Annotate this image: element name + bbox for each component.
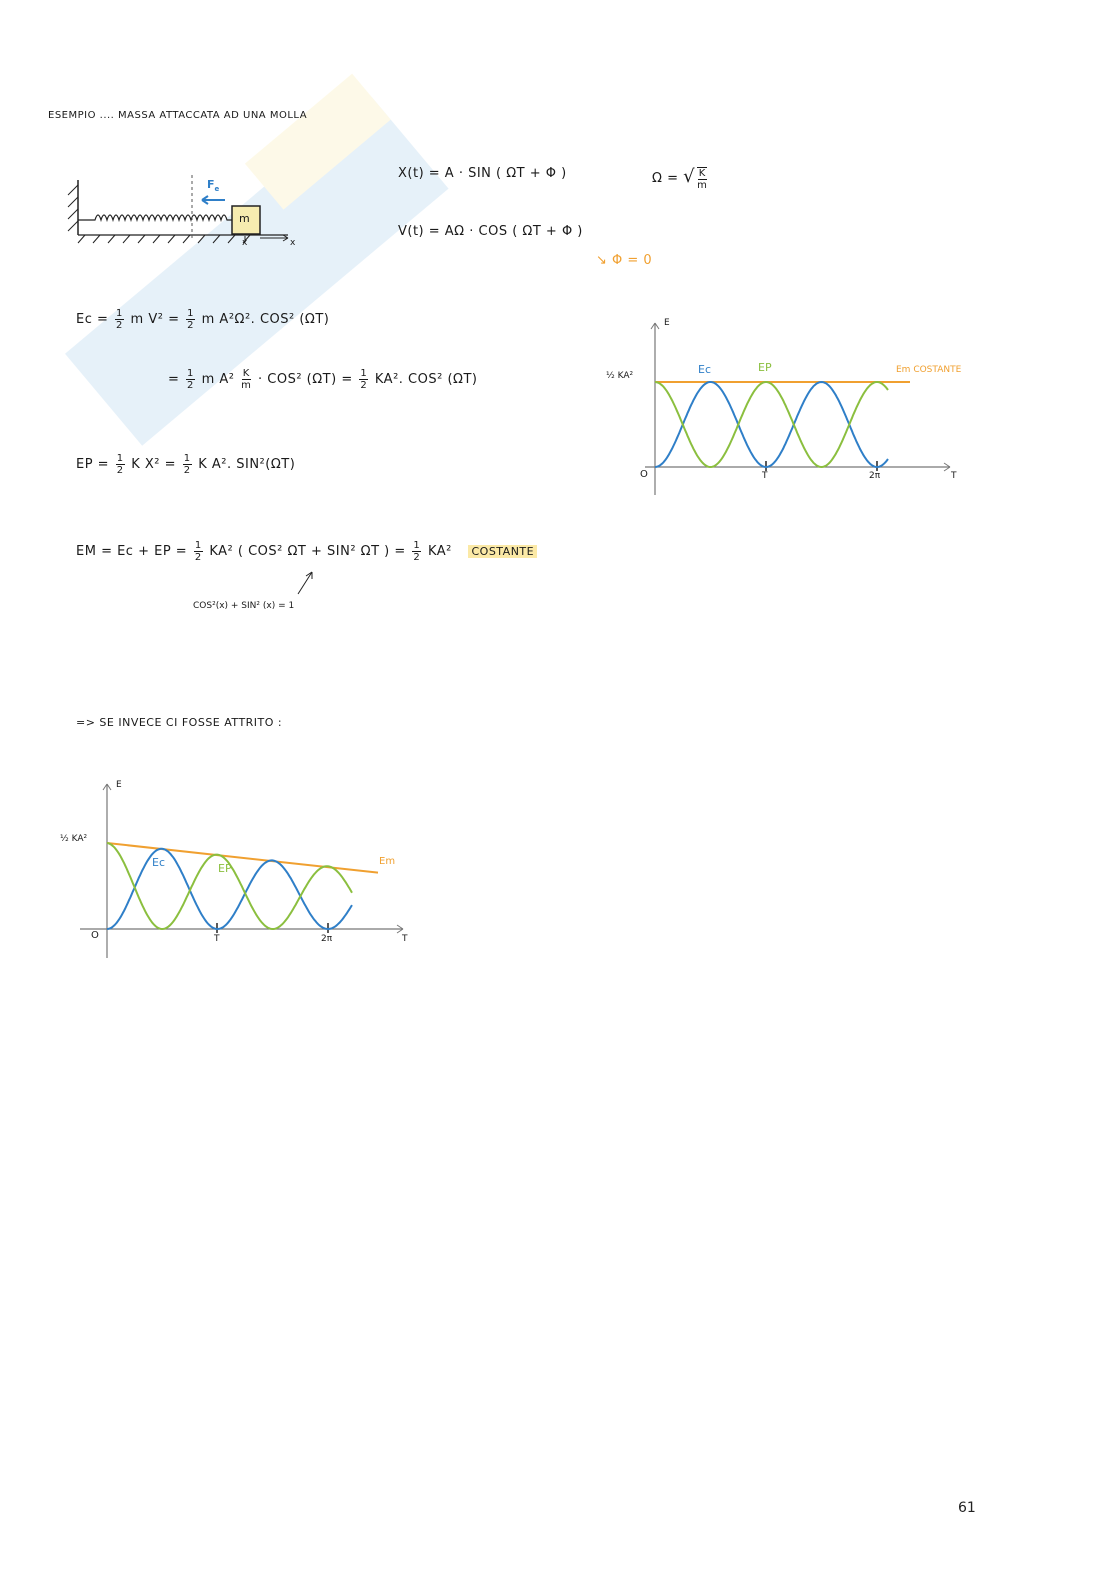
chart2-x-label: T [402,934,408,944]
x-axis-label: x [290,238,296,248]
potential-energy-eq: EP = $\frac{1}{2}$ K X² = $\frac{1}{2}$ K A². SIN²(ΩT) [76,453,296,476]
chart2-y-label: E [116,780,122,790]
force-label: $F_e$ [207,178,220,194]
energy-chart-undamped [600,315,990,505]
chart1-ep-label: EP [758,361,772,374]
chart2-ec-label: Ec [152,856,165,869]
chart1-tick-T-label: T [762,471,768,481]
chart1-x-label: T [951,471,957,481]
chart1-ec-curve [655,382,888,467]
chart1-tick-2pi-label: 2π [869,471,881,481]
page-title: ESEMPIO .... MASSA ATTACCATA AD UNA MOLLA [48,110,308,121]
chart2-tick-T-label: T [214,934,220,944]
kinetic-energy-eq-1: Ec = $\frac{1}{2}$ m V² = $\frac{1}{2}$ m A²Ω². COS² (ΩT) [76,308,330,331]
spring-diagram [60,170,310,255]
chart2-ep-label: EP [218,862,232,875]
energy-chart-damped [70,778,420,963]
chart2-ec-curve [107,849,352,929]
kinetic-energy-eq-2: = $\frac{1}{2}$ m A² $\frac{K}{m}$ · COS² (ΩT) = $\frac{1}{2}$ KA². COS² (ΩT) [168,368,478,391]
chart1-ep-curve [655,382,888,467]
mechanical-energy-eq: EM = Ec + EP = $\frac{1}{2}$ KA² ( COS² ΩT + SIN² ΩT ) = $\frac{1}{2}$ KA² COSTANTE [76,540,537,563]
chart2-origin-label: O [91,930,99,941]
phase-note: ↘ Φ = 0 [596,253,653,268]
omega-equation: Ω = √ $\frac{K}{m}$ [652,166,708,191]
chart1-y-label: E [664,318,670,328]
costante-highlight: COSTANTE [468,545,537,558]
chart2-tick-2pi-label: 2π [321,934,333,944]
velocity-equation: V(t) = AΩ · COS ( ΩT + Φ ) [398,224,583,239]
trig-identity-note: COS²(x) + SIN² (x) = 1 [193,601,295,611]
chart1-origin-label: O [640,469,648,480]
chart1-em-label: Em COSTANTE [896,365,962,375]
identity-arrow [292,568,322,598]
x-position-label: x [242,238,248,248]
chart2-em-line [107,843,378,873]
page-number: 61 [958,1500,976,1516]
watermark-logo [20,60,500,490]
chart2-em-label: Em [379,856,396,867]
position-equation: X(t) = A · SIN ( ΩT + Φ ) [398,166,567,181]
chart1-ec-label: Ec [698,363,711,376]
chart1-level-label: ½ KA² [606,371,634,381]
chart2-level-label: ½ KA² [60,834,88,844]
mass-label: m [239,212,250,225]
friction-heading: => SE INVECE CI FOSSE ATTRITO : [76,716,283,729]
